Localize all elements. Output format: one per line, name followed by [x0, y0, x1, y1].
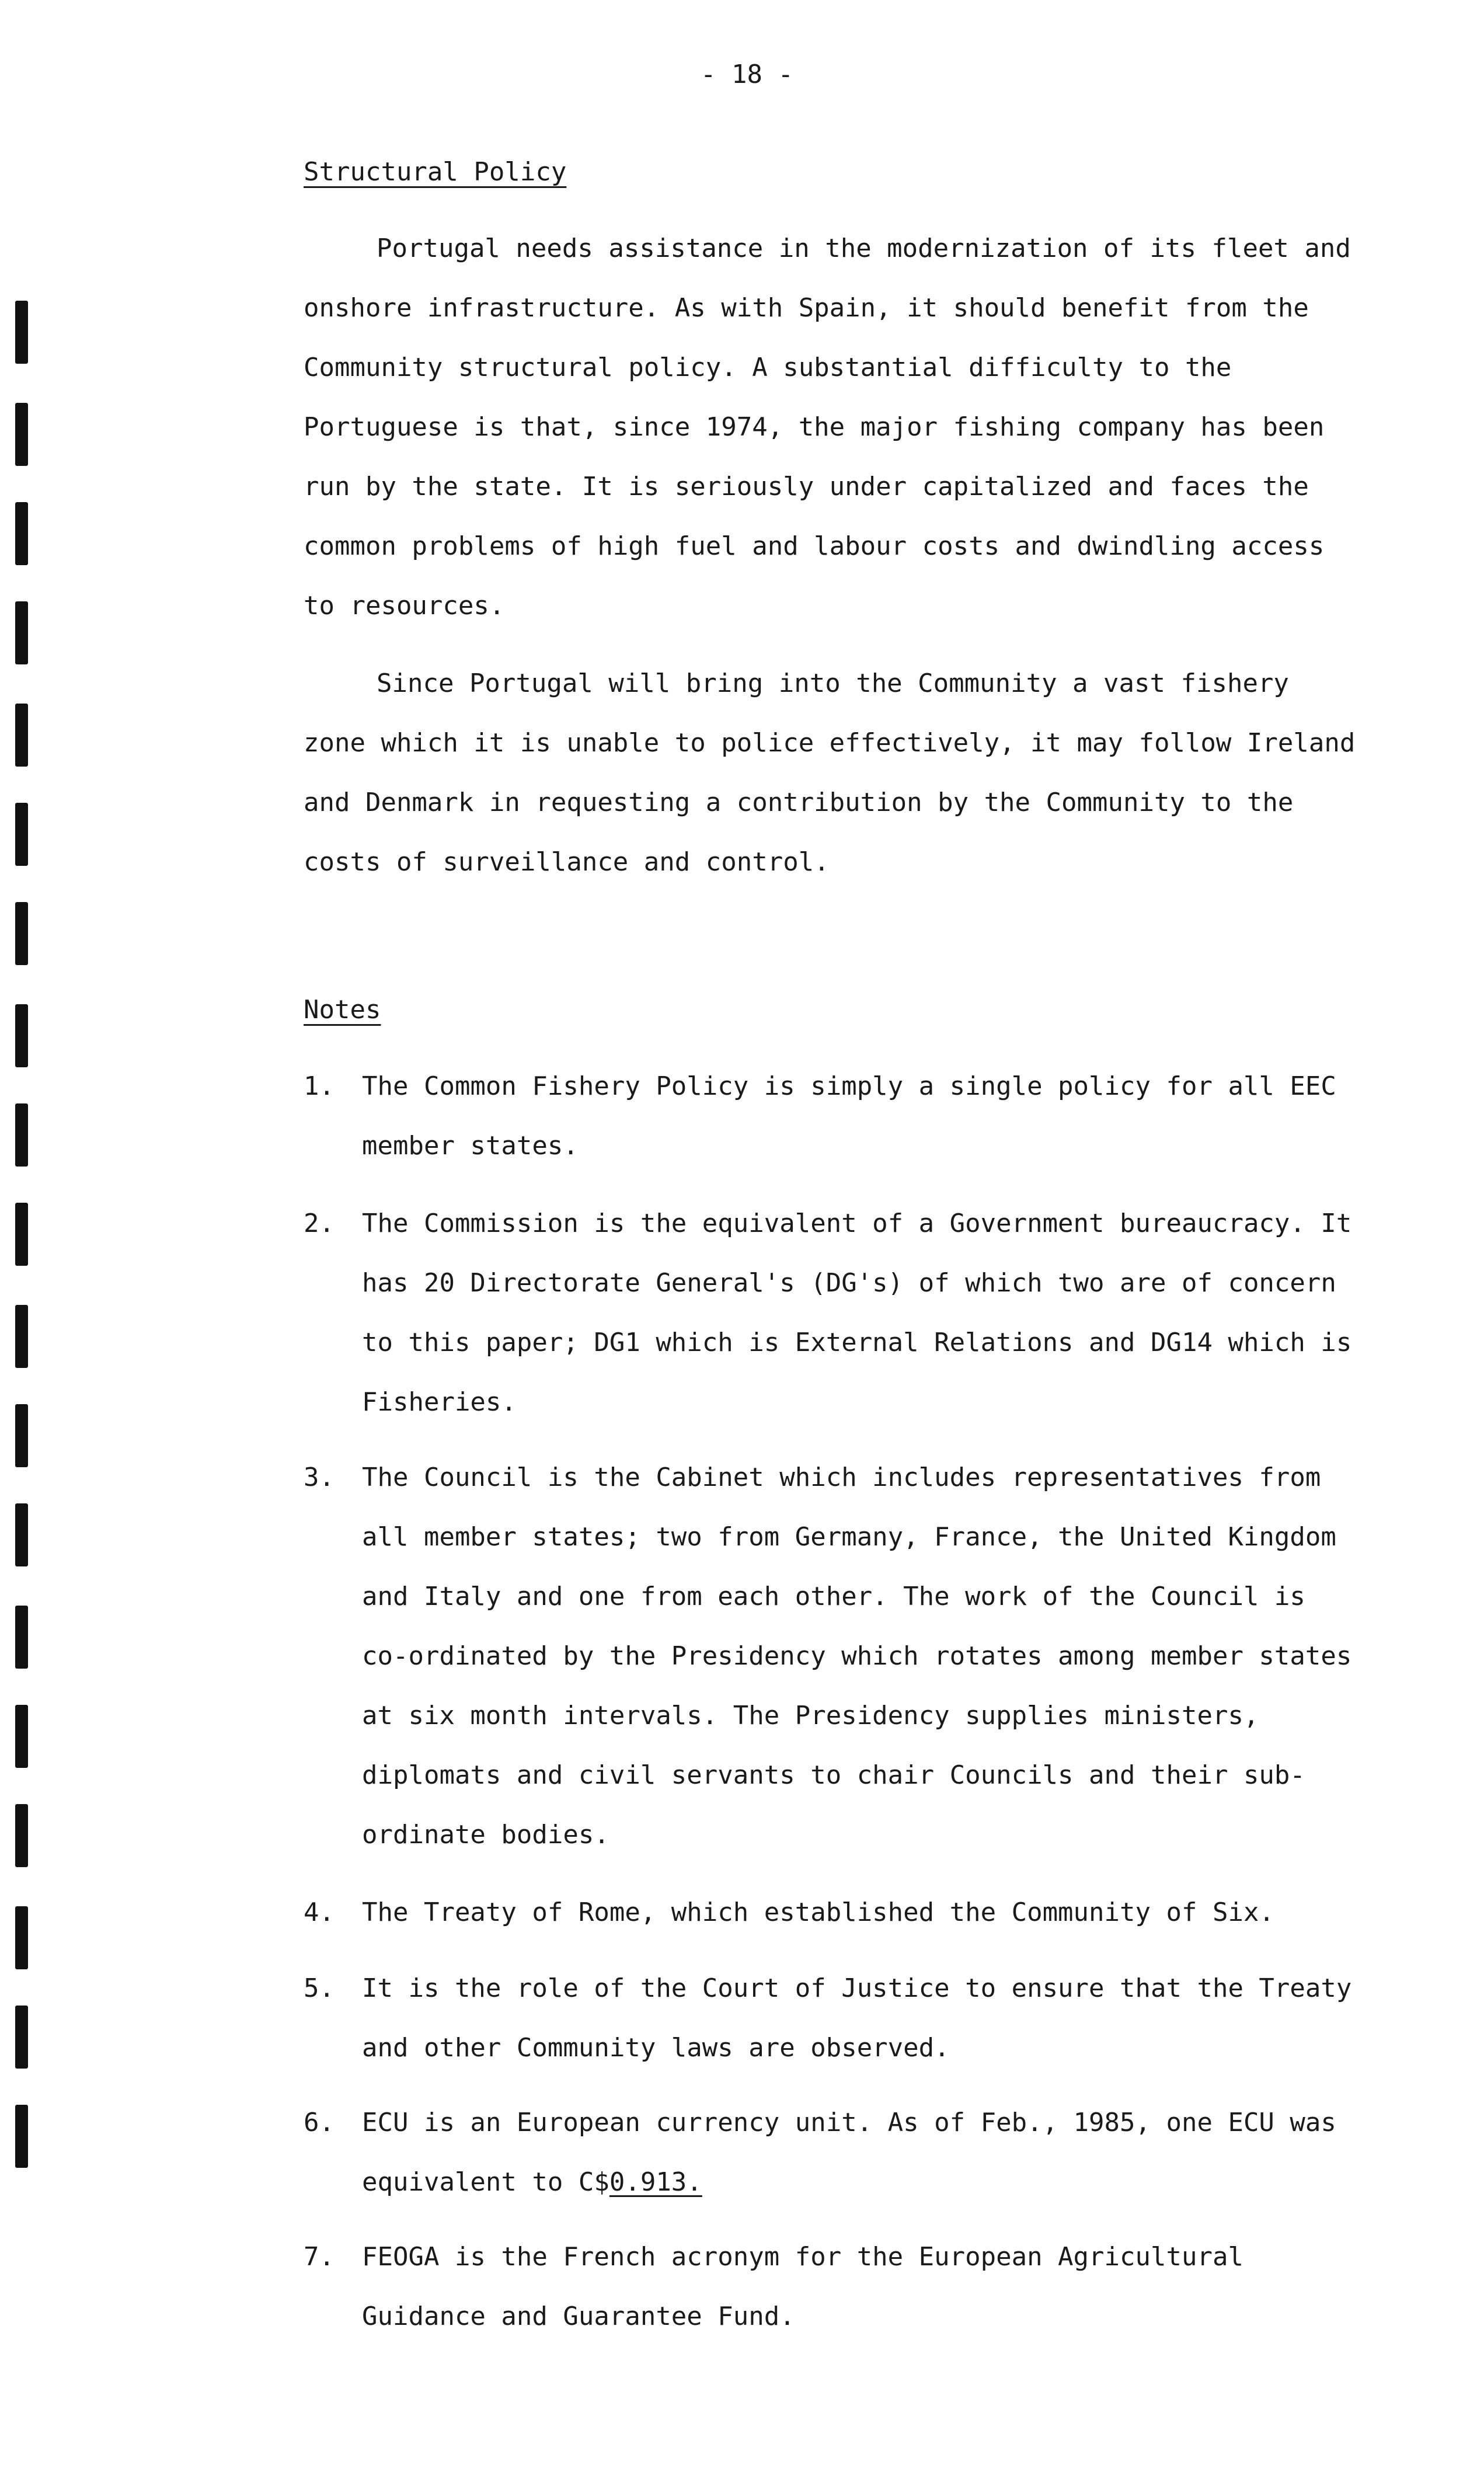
margin-bar [15, 803, 28, 866]
note-number: 5. [304, 1973, 335, 2003]
margin-bar [15, 1606, 28, 1669]
note-number: 3. [304, 1463, 335, 1492]
margin-bar [15, 1804, 28, 1867]
margin-bar [15, 704, 28, 767]
margin-bar [15, 1305, 28, 1368]
note-item [304, 1883, 1366, 1942]
paragraph: Since Portugal will bring into the Community a vast fishery zone which it is unable to police effectively, it may follow Ireland and Denmark in requesting a contribution by the Community to the costs of surveillance and control. [304, 669, 1356, 877]
paragraph: Portugal needs assistance in the modernization of its fleet and onshore infrastructure. As with Spain, it should benefit from the Community structural policy. A substantial difficulty to the Portuguese is that, since 1974, the major fishing company has been run by the state. It is seriously under capitalized and faces the common problems of high fuel and labour costs and dwindling access to resources. [304, 234, 1351, 621]
note-number: 4. [304, 1898, 335, 1927]
note-number: 1. [304, 1071, 335, 1101]
margin-bar [15, 403, 28, 466]
margin-bar [15, 502, 28, 565]
note-text: The Commission is the equivalent of a Government bureaucracy. It has 20 Directorate General's (DG's) of which two are of concern to this paper; DG1 which is External Relations and DG14 which is Fisheries. [362, 1209, 1352, 1417]
margin-bar [15, 2006, 28, 2069]
margin-bar [15, 1004, 28, 1067]
margin-bar [15, 601, 28, 664]
note-item [304, 1959, 1366, 2078]
note-item [304, 1057, 1366, 1176]
margin-bar [15, 1404, 28, 1467]
page-number: - 18 - [701, 60, 793, 89]
margin-bar [15, 1705, 28, 1768]
section-heading-notes: Notes [304, 995, 381, 1025]
margin-bar [15, 301, 28, 364]
note-text: The Council is the Cabinet which includes representatives from all member states; two from Germany, France, the United Kingdom and Italy and one from each other. The work of the Council is co-ordinated by the Presidency which rotates among member states at six month intervals. The Presidency supplies ministers, diplomats and civil servants to chair Councils and their sub-ordinate bodies. [362, 1463, 1352, 1850]
note-text: It is the role of the Court of Justice to ensure that the Treaty and other Community laws are observed. [362, 1973, 1352, 2063]
exchange-rate-value: 0.913. [609, 2167, 702, 2197]
note-number: 6. [304, 2108, 335, 2137]
margin-bar [15, 2105, 28, 2168]
note-item [304, 2093, 1366, 2212]
note-item [304, 1448, 1366, 1865]
note-number: 2. [304, 1209, 335, 1238]
note-text [362, 2093, 1366, 2212]
margin-bar [15, 902, 28, 965]
margin-bar [15, 1503, 28, 1566]
margin-bar [15, 1103, 28, 1167]
note-text: FEOGA is the French acronym for the European Agricultural Guidance and Guarantee Fund. [362, 2242, 1243, 2331]
note-text: The Treaty of Rome, which established the Community of Six. [362, 1898, 1274, 1927]
margin-bar [15, 1906, 28, 1969]
note-text: The Common Fishery Policy is simply a single policy for all EEC member states. [362, 1071, 1336, 1161]
note-item [304, 2227, 1366, 2346]
note-item [304, 1194, 1366, 1432]
section-heading-structural-policy: Structural Policy [304, 157, 567, 187]
margin-bar [15, 1203, 28, 1266]
note-number: 7. [304, 2242, 335, 2272]
note-text-main: ECU is an European currency unit. As of Feb., 1985, one ECU was equivalent to C$ [362, 2108, 1336, 2197]
